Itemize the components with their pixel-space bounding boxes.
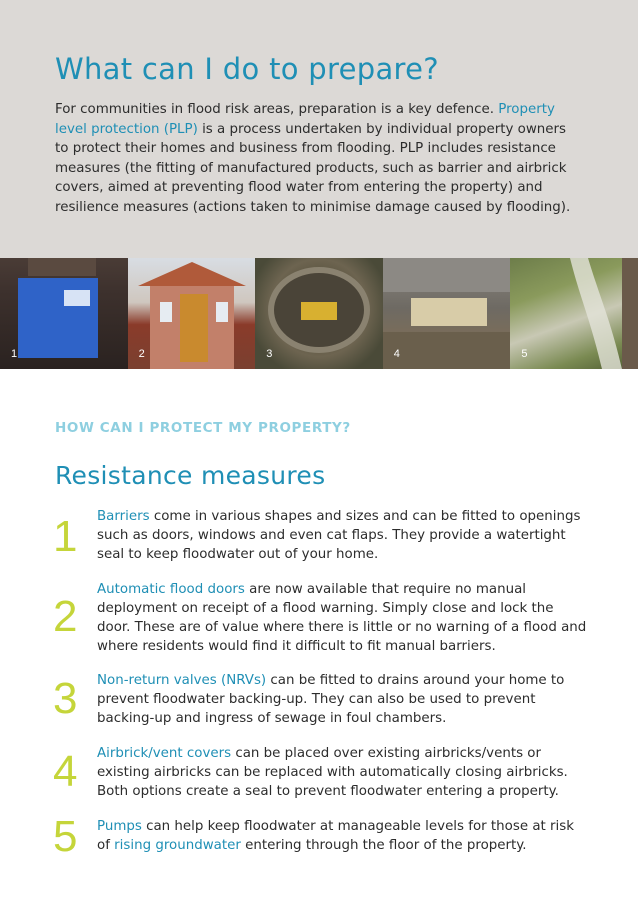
measure-description [97, 744, 587, 801]
wooden-door-shape [180, 294, 208, 362]
measure-number: 3 [53, 674, 78, 723]
measure-number: 2 [53, 592, 78, 641]
airbrick-link[interactable]: Airbrick/vent covers [97, 746, 232, 761]
measure-description [97, 671, 587, 728]
measure-text: entering through the floor of the property. [240, 838, 527, 853]
photo-number: 2 [138, 348, 145, 360]
photo-number: 3 [266, 348, 273, 360]
valve-illustration [255, 258, 383, 369]
airbrick-illustration [383, 258, 511, 369]
plp-link[interactable]: Property level protection (PLP) [55, 102, 555, 137]
brick-course-shape [383, 332, 511, 369]
post-shape [622, 258, 638, 369]
right-window-shape [216, 302, 228, 322]
measure-text: can help keep floodwater at manageable levels for those at risk of [97, 819, 574, 853]
measure-number: 5 [53, 812, 78, 861]
pump-illustration [510, 258, 638, 369]
valve-body-shape [301, 302, 337, 320]
measure-description [97, 507, 587, 564]
barriers-link[interactable]: Barriers [97, 509, 150, 524]
measure-description [97, 580, 587, 656]
airbrick-cover-photo [383, 258, 511, 369]
non-return-valve-photo [255, 258, 383, 369]
photo-number: 4 [393, 348, 400, 360]
airbrick-shape [411, 298, 487, 326]
flood-doors-link[interactable]: Automatic flood doors [97, 582, 245, 597]
measure-text: can be fitted to drains around your home to prevent floodwater backing-up. They can also be used to prevent backing-up and ingress of sewage in foul chambers. [97, 673, 565, 726]
flood-door-photo [128, 258, 256, 369]
intro-text-end: is a process undertaken by individual property owners to protect their homes and business from flooding. PLP includes resistance measures (the fitting of manufactured products, such as barrier and airbrick covers, aimed at preventing flood water from entering the property) and resilience measures (actions taken to minimise damage caused by flooding). [55, 121, 571, 215]
section-subtitle: Resistance measures [55, 461, 326, 490]
photo-strip [0, 258, 638, 369]
section-heading: HOW CAN I PROTECT MY PROPERTY? [55, 420, 351, 436]
flood-door-illustration [128, 258, 256, 369]
water-jet-shape [570, 258, 622, 369]
nrv-link[interactable]: Non-return valves (NRVs) [97, 673, 267, 688]
measure-text: are now available that require no manual deployment on receipt of a flood warning. Simply close and lock the door. These are of value where there is little or no warning of a flood and where residents would find it difficult to fit manual barriers. [97, 582, 587, 654]
wall-render-shape [383, 258, 511, 292]
photo-number: 5 [521, 348, 528, 360]
intro-text-start: For communities in flood risk areas, preparation is a key defence. [55, 102, 499, 117]
measure-text: come in various shapes and sizes and can be fitted to openings such as doors, windows and even cat flaps. They provide a watertight seal to keep floodwater out of your home. [97, 509, 581, 562]
barrier-label-shape [64, 290, 90, 306]
flood-barrier-illustration [0, 258, 128, 369]
intro-paragraph [55, 100, 575, 218]
groundwater-link[interactable]: rising groundwater [114, 838, 241, 853]
porch-roof-shape [138, 262, 246, 286]
pumps-link[interactable]: Pumps [97, 819, 142, 834]
measure-description [97, 817, 587, 855]
pump-photo [510, 258, 638, 369]
photo-number: 1 [11, 348, 18, 360]
flood-barrier-photo [0, 258, 128, 369]
left-window-shape [160, 302, 172, 322]
page-title: What can I do to prepare? [55, 52, 439, 86]
measure-number: 4 [53, 747, 78, 796]
measure-number: 1 [53, 512, 78, 561]
measure-text: can be placed over existing airbricks/vents or existing airbricks can be replaced with automatically closing airbricks. Both options create a seal to prevent floodwater entering a property. [97, 746, 568, 799]
door-frame-shape [28, 258, 96, 276]
